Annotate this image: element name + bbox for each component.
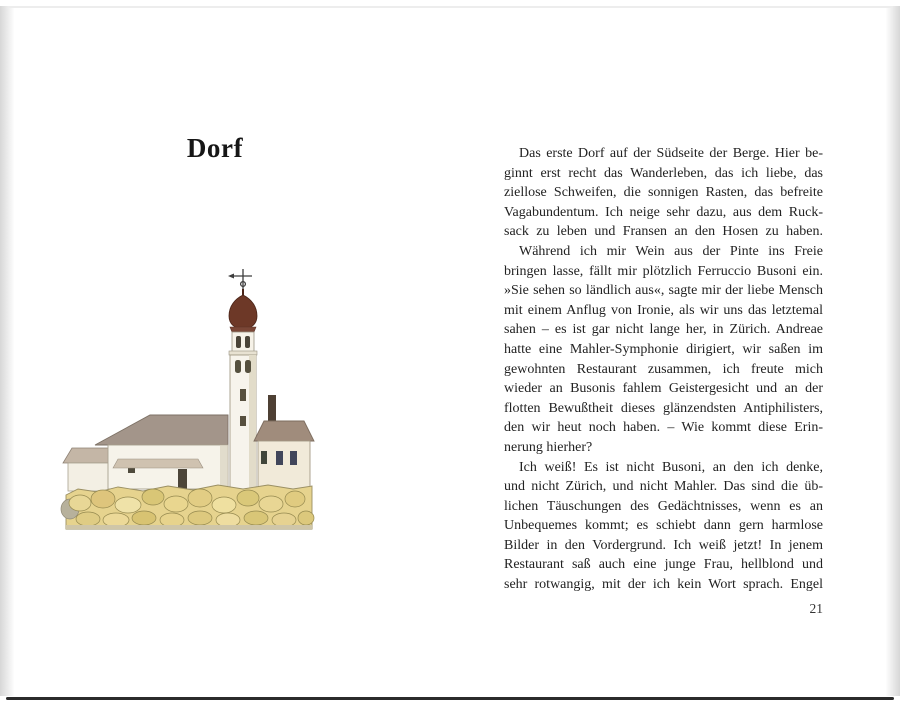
- text-line: flotten Bewußtheit dieses glänzendsten Antiphilisters,: [504, 400, 823, 416]
- scan-edge-right: [886, 6, 900, 696]
- page-bottom-edge: [6, 697, 894, 700]
- text-line: Vagabundentum. Ich neige sehr dazu, aus dem Ruck-: [504, 204, 823, 220]
- village-church-illustration: [58, 263, 316, 535]
- text-line: sahen – es ist gar nicht lange her, in Zürich. Andreae: [504, 322, 823, 338]
- text-line: Das erste Dorf auf der Südseite der Berge. Hier be-: [519, 146, 823, 161]
- weathervane-icon: [228, 269, 252, 297]
- page-number: 21: [809, 601, 823, 616]
- right-annex-building: [254, 395, 314, 491]
- text-line: Restaurant saß auch eine junge Frau, hellblond und: [504, 557, 823, 573]
- text-line: sehr rotwangig, mit der ich kein Wort sprach. Engel: [504, 577, 823, 593]
- text-line: gewohnten Restaurant zusammen, ich freute mich: [504, 361, 823, 377]
- text-line: wieder an Busonis fahlem Geistergesicht und an der: [504, 381, 823, 397]
- text-line: bringen lasse, fällt mir plötzlich Ferruccio Busoni ein.: [504, 263, 823, 279]
- text-line: ziellose Schweifen, die sonnigen Rasten, das befreite: [504, 185, 823, 201]
- text-line: Bilder in den Vordergrund. Ich weiß jetzt! In jenem: [504, 537, 823, 553]
- text-line: »Sie sehen so ländlich aus«, sagte mir der liebe Mensch: [504, 283, 823, 299]
- left-annex-building: [63, 448, 115, 491]
- text-line: Während ich mir Wein aus der Pinte ins Freie: [519, 243, 823, 259]
- text-line: und nicht Zürich, und nicht Mahler. Das sind die üb-: [504, 479, 823, 495]
- onion-dome: [229, 289, 257, 332]
- page-top-edge: [8, 6, 892, 8]
- text-line: lichen Täuschungen des Gedächtnisses, wenn es an: [504, 498, 823, 514]
- text-line: sack zu leben und Fransen an den Hosen zu haben.: [504, 224, 823, 240]
- text-line: ginnt erst recht das Wanderleben, das ich liebe, das: [504, 165, 823, 181]
- text-line: nerung hierher?: [504, 439, 593, 455]
- text-line: Unbequemes kommt; es schiebt dann gern harmlose: [504, 518, 823, 534]
- chapter-title: Dorf: [186, 133, 244, 163]
- church-nave: [95, 415, 228, 489]
- body-text: [504, 144, 823, 595]
- text-line: hatte eine Mahler-Symphonie dirigiert, wir saßen im: [504, 341, 823, 357]
- stone-wall: [61, 485, 314, 529]
- tower-lantern: [229, 332, 257, 355]
- text-line: mit einem Anflug von Ironie, als wir uns das letztemal: [504, 302, 823, 318]
- text-line: Ich weiß! Es ist nicht Busoni, an den ich denke,: [519, 459, 823, 475]
- text-line: den wir heut noch haben. – Wie kommt diese Erin-: [504, 420, 823, 436]
- scan-edge-left: [0, 6, 14, 696]
- church-tower: [230, 355, 256, 493]
